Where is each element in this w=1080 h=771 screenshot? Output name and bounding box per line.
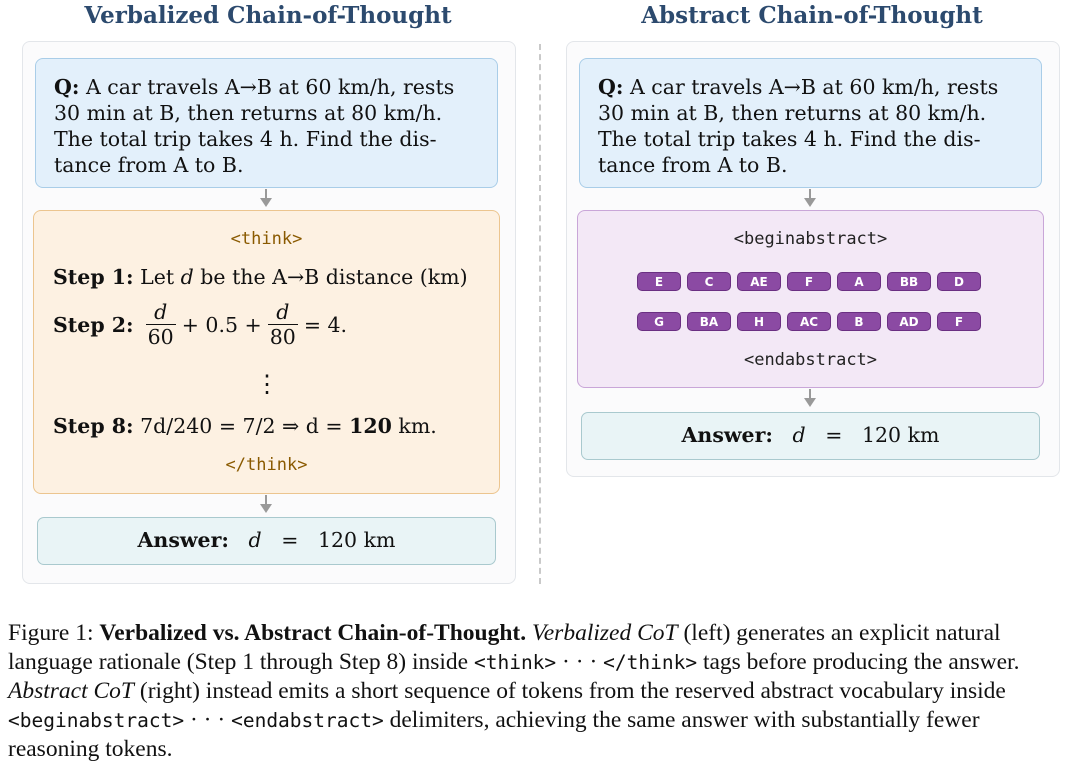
question-line-3: The total trip takes 4 h. Find the dis- xyxy=(54,127,437,151)
token-row-2 xyxy=(637,312,981,331)
step-1: Step 1: Let d be the A→B distance (km) xyxy=(53,265,468,289)
fraction-d-over-80: $\frac{d}{80}$ xyxy=(269,300,296,349)
left-answer-box: Answer: d = 120 km xyxy=(37,517,496,565)
left-question-box xyxy=(35,58,498,188)
abstract-token: BA xyxy=(687,312,731,331)
right-arrow-1-line xyxy=(809,189,811,198)
question-line-2: 30 min at B, then returns at 80 km/h. xyxy=(598,101,987,125)
abstract-token: D xyxy=(937,272,981,291)
think-box xyxy=(33,210,500,494)
left-arrow-1-head xyxy=(260,198,272,207)
question-line-2: 30 min at B, then returns at 80 km/h. xyxy=(54,101,443,125)
abstract-token: AE xyxy=(737,272,781,291)
abstract-open-tag: <beginabstract> xyxy=(733,229,888,249)
left-column-title: Verbalized Chain-of-Thought xyxy=(84,2,452,29)
right-arrow-2-head xyxy=(804,398,816,407)
right-arrow-1-head xyxy=(804,198,816,207)
right-column-title: Abstract Chain-of-Thought xyxy=(641,2,983,29)
abstract-token: A xyxy=(837,272,881,291)
think-open-tag: <think> xyxy=(230,229,303,249)
right-answer-box: Answer: d = 120 km xyxy=(581,412,1040,460)
question-line-3: The total trip takes 4 h. Find the dis- xyxy=(598,127,981,151)
abstract-close-tag: <endabstract> xyxy=(743,350,878,370)
abstract-token: AD xyxy=(887,312,931,331)
abstract-token: F xyxy=(937,312,981,331)
right-question-box xyxy=(579,58,1042,188)
fraction-d-over-60: $\frac{d}{60}$ xyxy=(147,300,174,349)
left-arrow-2-line xyxy=(265,495,267,504)
abstract-token: AC xyxy=(787,312,831,331)
abstract-token: E xyxy=(637,272,681,291)
column-divider xyxy=(539,44,541,584)
abstract-token: BB xyxy=(887,272,931,291)
step-2: Step 2: $\frac{d}{60}$ + 0.5 + $\frac{d}{80}$ = 4. xyxy=(53,300,348,349)
step-ellipsis: ⋮ xyxy=(255,370,279,398)
think-close-tag: </think> xyxy=(225,455,308,475)
right-arrow-2-line xyxy=(809,389,811,398)
question-line-1: Q: A car travels A→B at 60 km/h, rests xyxy=(54,75,455,99)
question-line-4: tance from A to B. xyxy=(598,153,788,177)
abstract-token: B xyxy=(837,312,881,331)
figure-caption: Figure 1: Verbalized vs. Abstract Chain-of-Thought. Verbalized CoT (left) generates an explicit natural language rationale (Step 1 through Step 8) inside <think> · · · </think> tags before producing the answer. Abstract CoT (right) instead emits a short sequence of tokens from the reserved abstract vocabulary inside <beginabstract> · · · <endabstract> delimiters, achieving the same answer with substantially fewer reasoning tokens. xyxy=(8,620,1020,762)
abstract-token: F xyxy=(787,272,831,291)
left-arrow-1-line xyxy=(265,189,267,198)
step-8: Step 8: 7d/240 = 7/2 ⇒ d = 120 km. xyxy=(53,414,437,438)
abstract-token: G xyxy=(637,312,681,331)
abstract-token: H xyxy=(737,312,781,331)
left-arrow-2-head xyxy=(260,504,272,513)
question-line-4: tance from A to B. xyxy=(54,153,244,177)
token-row-1 xyxy=(637,272,981,291)
abstract-token: C xyxy=(687,272,731,291)
question-line-1: Q: A car travels A→B at 60 km/h, rests xyxy=(598,75,999,99)
